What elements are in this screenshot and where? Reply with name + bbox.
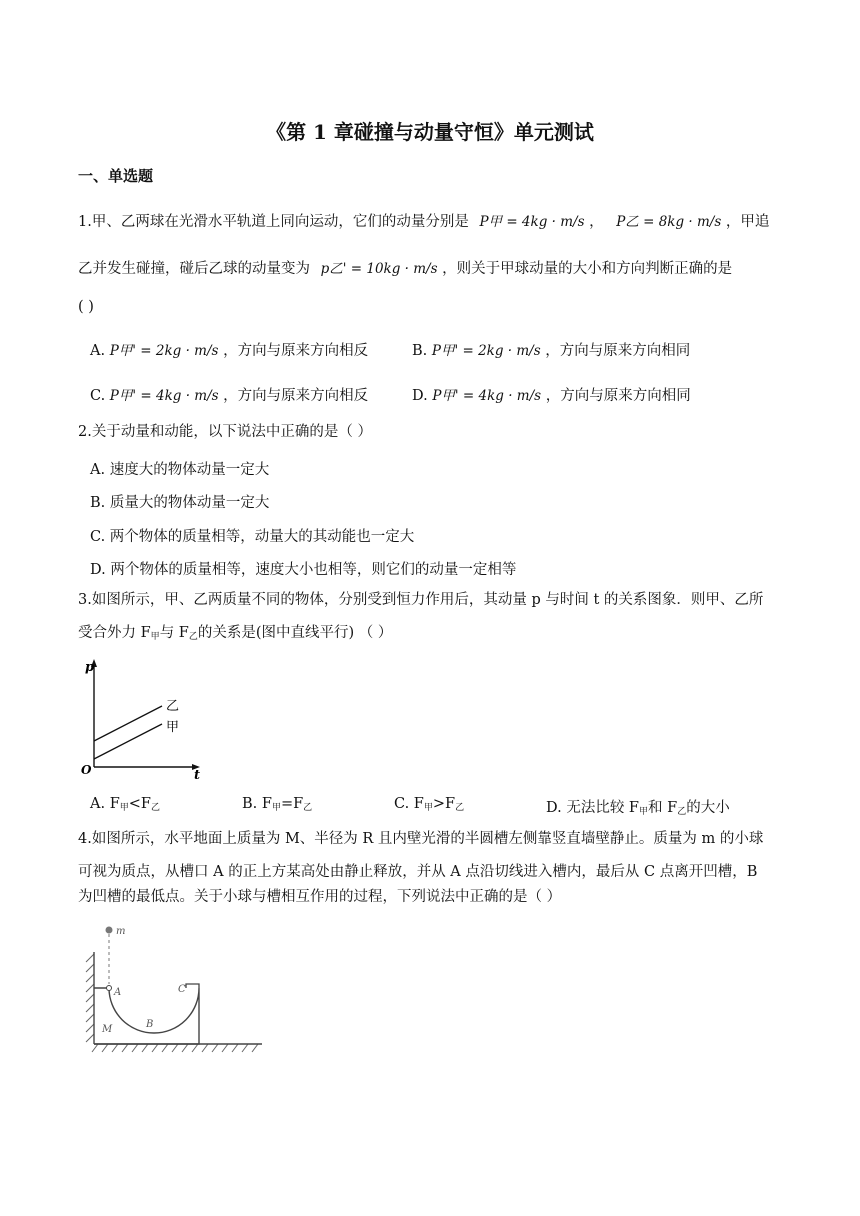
option-label: C. <box>90 388 106 404</box>
option-label: D. <box>412 388 428 404</box>
q1-option-b[interactable] <box>412 339 690 360</box>
option-math: P甲' = 4kg · m/s <box>432 388 542 404</box>
q1-text-d: ，则关于甲球动量的大小和方向判断正确的是 <box>442 261 733 277</box>
option-label: A. <box>90 343 106 359</box>
q3-line2: 受合外力 F甲与 F乙的关系是(图中直线平行) （ ） <box>78 625 393 642</box>
label-m: M <box>102 1024 113 1035</box>
q1-text-c: 乙并发生碰撞，碰后乙球的动量变为 <box>78 261 310 277</box>
q1-bracket: ( ) <box>78 299 94 315</box>
option-math: P甲' = 2kg · m/s <box>109 343 219 359</box>
ball <box>106 927 113 934</box>
line-jia <box>94 724 162 759</box>
page-title: 《第 1 章碰撞与动量守恒》单元测试 <box>266 120 594 144</box>
label-b: B <box>146 1019 154 1030</box>
point-a-marker <box>107 986 112 991</box>
p-t-graph <box>78 655 208 780</box>
jia-label: 甲 <box>166 720 180 735</box>
q4-line1: 4.如图所示，水平地面上质量为 M、半径为 R 且内壁光滑的半圆槽左侧靠竖直墙壁静止。质量为 m 的小球 <box>78 831 764 847</box>
groove-outline <box>94 988 199 1044</box>
option-math: P甲' = 4kg · m/s <box>109 388 219 404</box>
q1-p-yi-after: p乙' = 10kg · m/s <box>320 261 438 277</box>
option-text: ，方向与原来方向相反 <box>223 343 369 359</box>
q2-option-b[interactable]: B. 质量大的物体动量一定大 <box>90 495 270 511</box>
q2-option-a[interactable]: A. 速度大的物体动量一定大 <box>90 462 270 478</box>
q3-line1: 3.如图所示，甲、乙两质量不同的物体，分别受到恒力作用后，其动量 p 与时间 t 的关系图象．则甲、乙所 <box>78 592 764 608</box>
q1-text-a: 1.甲、乙两球在光滑水平轨道上同向运动，它们的动量分别是 <box>78 214 469 230</box>
section-heading: 一、单选题 <box>78 167 154 185</box>
groove-right-lip <box>186 984 199 988</box>
q1-line1 <box>78 214 769 231</box>
line-yi <box>94 706 162 741</box>
yi-label: 乙 <box>166 699 180 714</box>
q3-option-c[interactable]: C. F甲>F乙 <box>394 796 465 813</box>
q1-option-d[interactable] <box>412 384 691 405</box>
option-label: B. <box>412 343 428 359</box>
q1-line2 <box>78 261 732 278</box>
option-math: P甲' = 2kg · m/s <box>431 343 541 359</box>
q4-line2: 可视为质点，从槽口 A 的正上方某高处由静止释放，并从 A 点沿切线进入槽内，最后从 C 点离开凹槽，B <box>78 864 758 880</box>
ball-label: m <box>116 926 126 937</box>
q1-text-b: ，甲追 <box>725 214 770 230</box>
q2-option-c[interactable]: C. 两个物体的质量相等，动量大的其动能也一定大 <box>90 529 415 545</box>
q1-sep: ， <box>589 214 604 230</box>
origin-label: O <box>81 763 92 777</box>
q3-option-b[interactable]: B. F甲=F乙 <box>242 796 313 813</box>
label-a: A <box>114 987 122 998</box>
ground-hatch <box>92 1044 258 1052</box>
option-text: ，方向与原来方向相同 <box>545 388 691 404</box>
q1-p-yi: P乙 = 8kg · m/s <box>616 214 722 230</box>
q4-line3: 为凹槽的最低点。关于小球与槽相互作用的过程，下列说法中正确的是（ ） <box>78 889 562 905</box>
p-axis-label: p <box>85 660 95 675</box>
label-c: C <box>178 984 186 995</box>
q2-option-d[interactable]: D. 两个物体的质量相等，速度大小也相等，则它们的动量一定相等 <box>90 562 517 578</box>
t-axis-label: t <box>194 768 201 780</box>
q2-stem: 2.关于动量和动能，以下说法中正确的是（ ） <box>78 424 372 440</box>
option-text: ，方向与原来方向相反 <box>223 388 369 404</box>
q1-option-c[interactable] <box>90 384 368 405</box>
q3-option-a[interactable]: A. F甲<F乙 <box>90 796 161 813</box>
groove-figure <box>80 922 270 1057</box>
q3-option-d[interactable]: D. 无法比较 F甲和 F乙的大小 <box>546 800 730 817</box>
q1-option-a[interactable] <box>90 339 368 360</box>
wall-hatch <box>86 954 94 1042</box>
option-text: ，方向与原来方向相同 <box>545 343 691 359</box>
q1-p-jia: P甲 = 4kg · m/s <box>479 214 585 230</box>
